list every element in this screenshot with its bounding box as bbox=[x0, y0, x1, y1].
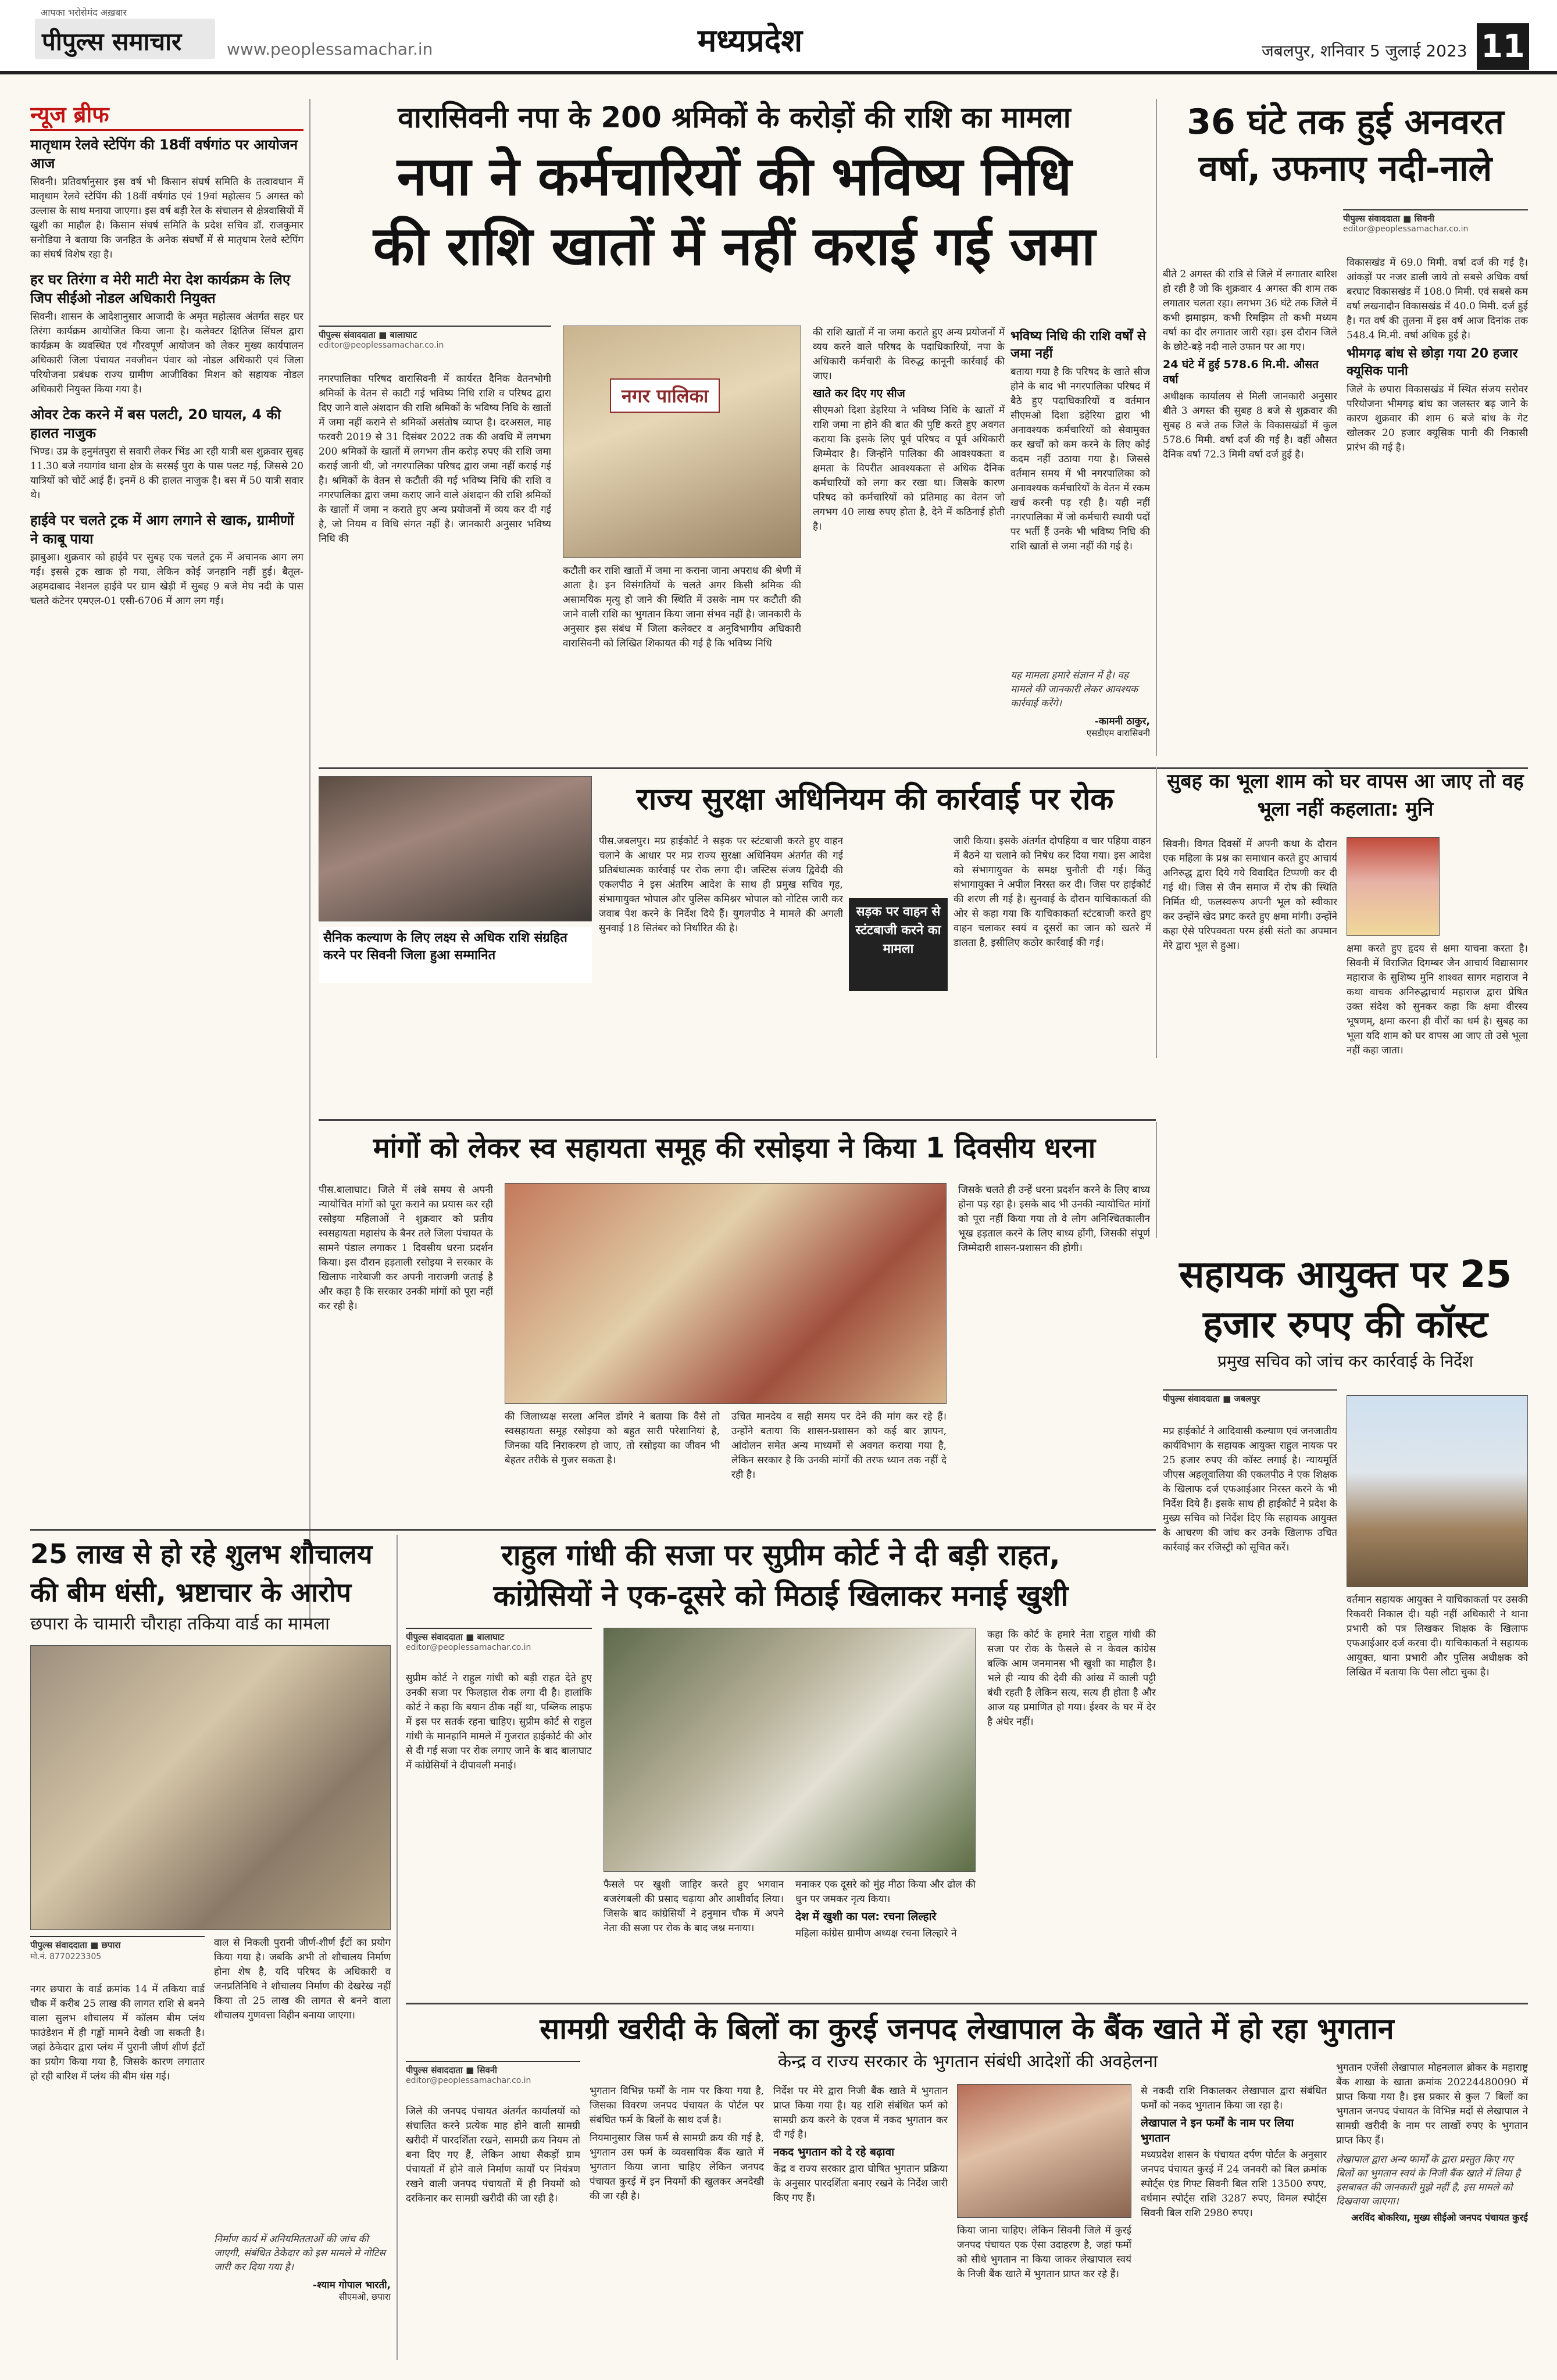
rajya-box bbox=[849, 898, 948, 991]
logo bbox=[35, 19, 215, 59]
byline-text: पीपुल्स संवाददाता ■ छपारा bbox=[30, 1940, 121, 1950]
dharna-col-3: उचित मानदेय व सही समय पर देने की मांग कर रहे हैं। उन्होंने बताया कि शासन-प्रशासन को कई बार ज्ञापन, आंदोलन समेत अन्य माध्यमों से अवगत कराया गया है, लेकिन सरकार है कि उनकी मांगों की तरफ ध्यान तक नहीं दे रही है। bbox=[731, 1411, 947, 1481]
bill-text-b: नियमानुसार जिस फर्म से सामग्री क्रय की गई है, भुगतान उस फर्म के व्यवसायिक बैंक खाते में भुगतान किया जाना चाहिए लेकिन जनपद पंचायत कुरई में इन नियमों की खुलकर अनदेखी की जा रही है। bbox=[590, 2132, 764, 2202]
rajya-box-text: सड़क पर वाहन से स्टंटबाजी करने का मामला bbox=[855, 905, 941, 956]
bill-subhead: केन्द्र व राज्य सरकार के भुगतान संबंधी आदेशों की अवहेलना bbox=[778, 2052, 1158, 2072]
brief-item bbox=[30, 270, 303, 397]
rain-subhead: भीमगढ़ बांध से छोड़ा गया 20 हजार क्यूसिक पानी bbox=[1347, 346, 1518, 378]
rahul-photo bbox=[603, 1628, 976, 1872]
column-divider bbox=[309, 99, 310, 1628]
guru-headline: सुबह का भूला शाम को घर वापस आ जाए तो वह भूला नहीं कहलाता: मुनि bbox=[1167, 770, 1524, 821]
bill-story bbox=[406, 2009, 1528, 2363]
soldier-photo bbox=[319, 776, 592, 921]
rahul-byline bbox=[406, 1628, 592, 1663]
dateline: जबलपुर, शनिवार 5 जुलाई 2023 bbox=[1262, 41, 1467, 60]
rajya-story bbox=[599, 776, 1151, 1113]
brief-item bbox=[30, 511, 303, 609]
byline-email[interactable]: editor@peoplessamachar.co.in bbox=[406, 1643, 531, 1652]
bill-col-6 bbox=[1336, 2061, 1528, 2360]
toilet-subhead: छपारा के चामारी चौराहा तकिया वार्ड का मामला bbox=[30, 1614, 330, 1634]
toilet-headline-2: की बीम धंसी, भ्रष्टाचार के आरोप bbox=[30, 1577, 352, 1608]
section-title: मध्यप्रदेश bbox=[698, 22, 803, 59]
rahul-headline-1: राहुल गांधी की सजा पर सुप्रीम कोर्ट ने दी बड़ी राहत, bbox=[501, 1538, 1060, 1572]
column-divider bbox=[1156, 767, 1157, 1058]
guru-col-2: क्षमा करते हुए हृदय से क्षमा याचना करता है। सिवनी में विराजित दिगम्बर जैन आचार्य विद्यासागर महाराज के सुशिष्य मुनि शाश्वत सागर महाराज ने कथा वाचक अनिरुद्धाचार्य महाराज द्वारा प्रेषित उक्त संदेश को सुनकर कहा कि क्षमा वीरस्य भूषणम्, क्षमा करना ही वीरों का धर्म है। सुबह का भूला यदि शाम को घर वापस आ जाए तो उसे भूला नहीं कहा जाता। bbox=[1347, 943, 1528, 1056]
dharna-story bbox=[319, 1125, 1150, 1520]
lead-headline-1: नपा ने कर्मचारियों की भविष्य निधि bbox=[397, 145, 1072, 208]
rahul-col-3 bbox=[795, 1878, 976, 1994]
logo-text: पीपुल्स समाचार bbox=[42, 27, 182, 56]
commissioner-col-1: मप्र हाईकोर्ट ने आदिवासी कल्याण एवं जनजातीय कार्यविभाग के सहायक आयुक्त राहुल नायक पर 25 हजार रुपए की कॉस्ट लगाई है। न्यायमूर्ति जीएस अहलूवालिया की एकलपीठ ने एक शिक्षक के खिलाफ दर्ज एफआईआर निरस्त करने के भी निर्देश दिये हैं। इसके साथ ही हाईकोर्ट ने प्रदेश के मुख्य सचिव को निर्देश दिए कि सहायक आयुक्त के आचरण की जांच कर उनके खिलाफ उचित कार्रवाई कर रजिस्ट्री को सूचित करें। bbox=[1163, 1425, 1337, 1553]
toilet-quote bbox=[214, 2232, 391, 2354]
commissioner-headline-2: हजार रुपए की कॉस्ट bbox=[1203, 1303, 1488, 1346]
byline-text: पीपुल्स संवाददाता ■ सिवनी bbox=[406, 2065, 498, 2075]
rain-headline-2: वर्षा, उफनाए नदी-नाले bbox=[1198, 148, 1492, 189]
section-divider bbox=[406, 2003, 1528, 2004]
brief-text: झाबुआ। शुक्रवार को हाईवे पर सुबह एक चलते ट्रक में अचानक आग लग गई। इससे ट्रक खाक हो गया, लेकिन कोई जनहानि नहीं हुई। बैतूल-अहमदाबाद नेशनल हाईवे पर ग्राम खेड़ी में सुबह 9 बजे मेघ नदी के पास चलते कंटेनर एमएल-01 एसी-6706 में आग लग गई। bbox=[30, 552, 303, 607]
column-divider bbox=[1156, 1122, 1157, 1238]
soldier-photo-block bbox=[319, 776, 592, 985]
commissioner-col-2: वर्तमान सहायक आयुक्त ने याचिकाकर्ता पर उसकी रिकवरी निकाल दी। यही नहीं अधिकारी ने थाना प्रभारी को पत्र लिखकर शिक्षक के खिलाफ एफआईआर दर्ज करवा दी। याचिकाकर्ता ने सहायक आयुक्त, थाना प्रभारी और पुलिस अधीक्षक को लिखित में बताया कि पैसा लौटा चुका है। bbox=[1347, 1594, 1528, 1678]
news-brief-label: न्यूज ब्रीफ bbox=[30, 99, 303, 131]
rain-text: विकासखंड में 69.0 मिमी. वर्षा दर्ज की गई है। आंकड़ों पर नजर डाली जाये तो सबसे अधिक वर्षा बरघाट विकासखंड में 108.0 मिमी. एवं सबसे कम वर्षा लखनादौन विकासखंड में 40.0 मिमी. दर्ज हुई है। गत वर्ष की तुलना में इस वर्ष आज दिनांक तक 548.4 मि.मी. वर्षा अधिक हुई है। bbox=[1347, 257, 1528, 341]
rain-headline-1: 36 घंटे तक हुई अनवरत bbox=[1187, 102, 1504, 142]
page-number: 11 bbox=[1481, 28, 1525, 65]
rain-text: बीते 2 अगस्त की रात्रि से जिले में लगातार बारिश हो रही है जो कि शुक्रवार 4 अगस्त की शाम तक लगातार चलता रहा। लगभग 36 घंटे तक जिले में कभी झमाझम, कभी रिमझिम तो कभी मध्यम वर्षा का दौर लगातार जारी रहा। इस दौरान जिले के छोटे-बड़े नदी नाले उफान पर आ गए। bbox=[1163, 269, 1337, 353]
dharna-col-2: की जिलाध्यक्ष सरला अनिल डोंगरे ने बताया कि वैसे तो स्वसहायता समूह रसोइया को बहुत सारी परेशानियां है, जिनका यदि निराकरण हो जाए, तो रसोइया का जीवन भी बेहतर तरीके से गुजर सकता है। bbox=[505, 1411, 720, 1466]
bill-text-b: मध्यप्रदेश शासन के पंचायत दर्पण पोर्टल के अनुसार जनपद पंचायत कुरई में 24 जनवरी को बिल क्रमांक स्पोर्ट्स एंड गिफ्ट सिवनी बिल राशि 13500 रुपए, वर्धमान स्पोर्ट्स राशि 3287 रुपए, विमल स्पोर्ट्स सिवनी बिल राशि 2980 रुपए। bbox=[1141, 2149, 1327, 2219]
brief-text: सिवनी। शासन के आदेशानुसार आजादी के अमृत महोत्सव अंतर्गत सहर घर तिरंगा कार्यक्रम आयोजित किया जाना है। कलेक्टर क्षितिज सिंघल द्वारा कार्यक्रम के व्यवस्थित एवं गौरवपूर्ण आयोजन को लेकर मुख्य कार्यपालन अधिकारी जिला पंचायत नवजीवन पंवार को नोडल अधिकारी एवं जिला परियोजना प्रबंधक राज्य ग्रामीण आजीविका मिशन को सहायक नोडल अधिकारी नियुक्त किया गया है। bbox=[30, 311, 303, 395]
rahul-text-b: महिला कांग्रेस ग्रामीण अध्यक्ष रचना लिल्हारे ने bbox=[795, 1928, 957, 1939]
bill-col-2 bbox=[590, 2084, 764, 2360]
lead-col-2: कटौती कर राशि खातों में जमा ना कराना जाना अपराध की श्रेणी में आता है। इन विसंगतियों के चलते अगर किसी श्रमिक की असामयिक मृत्यु हो जाने की स्थिति में उसके नाम पर कटौती की जाने वाली राशि का भुगतान किया जाना संभव नहीं है। जानकारी के अनुसार इस संबंध में जिला कलेक्टर व अनुविभागीय अधिकारी वारासिवनी को लिखित शिकायत की गई है कि भविष्य निधि bbox=[563, 565, 801, 649]
logo-tagline: आपका भरोसेमंद अख़बार bbox=[41, 7, 127, 18]
bill-headline: सामग्री खरीदी के बिलों का कुरई जनपद लेखापाल के बैंक खाते में हो रहा भुगतान bbox=[540, 2012, 1394, 2046]
byline-email[interactable]: editor@peoplessamachar.co.in bbox=[406, 2076, 531, 2085]
bill-byline bbox=[406, 2061, 580, 2096]
section-divider bbox=[30, 1529, 1156, 1531]
rahul-story bbox=[406, 1535, 1156, 2000]
lead-story bbox=[319, 99, 1150, 773]
dharna-col-4: जिसके चलते ही उन्हें धरना प्रदर्शन करने के लिए बाध्य होना पड़ रहा है। इसके बाद भी उनकी न्यायोचित मांगों को पूरा नहीं किया गया तो वे लोग अनिश्चितकालीन भूख हड़ताल करने के लिए बाध्य होंगी, जिसकी संपूर्ण जिम्मेदारी शासन-प्रशासन की होगी। bbox=[958, 1184, 1150, 1254]
toilet-photo bbox=[30, 1645, 391, 1930]
dharna-photo bbox=[505, 1183, 947, 1404]
byline-text: पीपुल्स संवाददाता ■ जबलपुर bbox=[1163, 1393, 1260, 1404]
rain-col-1 bbox=[1163, 267, 1337, 756]
bill-text: से नकदी राशि निकालकर लेखापाल द्वारा संबंधित फर्मों को नकद भुगतान किया जा रहा है। bbox=[1141, 2085, 1327, 2111]
guru-photo bbox=[1347, 837, 1440, 936]
quote-by: -श्याम गोपाल भारती, bbox=[313, 2279, 391, 2291]
masthead bbox=[0, 0, 1557, 74]
brief-title: हाईवे पर चलते ट्रक में आग लगाने से खाक, ग्रामीणों ने काबू पाया bbox=[30, 512, 294, 547]
guru-story bbox=[1163, 767, 1528, 1244]
toilet-story bbox=[30, 1535, 391, 2360]
dharna-headline: मांगों को लेकर स्व सहायता समूह की रसोइया ने किया 1 दिवसीय धरना bbox=[373, 1132, 1096, 1164]
col3-text-b: सीएमओ दिशा डेहरिया ने भविष्य निधि के खातों में राशि जमा ना होने की बात की पुष्टि करते हुए अवगत कराया कि इसके लिए पूर्व परिषद व पूर्व अधिकारी जिम्मेदार है। जिन्होंने पालिका की आवश्यकता व क्षमता के विपरीत आवश्यकता से अधिक दैनिक कर्मचारियों को लगा कर रखा था। जिसके कारण परिषद को कर्मचारियों को प्रतिमाह का वेतन जो लगभग 40 लाख रुपए होता है, देने में कठिनाई होती है। bbox=[813, 405, 1005, 533]
commissioner-byline bbox=[1163, 1389, 1337, 1413]
lead-headline-2: की राशि खातों में नहीं कराई गई जमा bbox=[373, 215, 1095, 277]
commissioner-headline-1: सहायक आयुक्त पर 25 bbox=[1179, 1253, 1512, 1296]
lead-col-1: नगरपालिका परिषद वारासिवनी में कार्यरत दैनिक वेतनभोगी श्रमिकों के वेतन से काटी गई भविष्य निधि राशि व परिषद द्वारा दिए जाने वाले अंशदान की राशि श्रमिकों के भविष्य निधि के खातों में जमा नहीं कराने से श्रमिकों असंतोष व्याप्त है। दरअसल, माह फरवरी 2019 से 31 दिसंबर 2022 तक की अवधि में लगभग 200 श्रमिकों के खातों में लगभग तीन करोड़ रुपए की राशि जमा कराई जानी थी, जो नगरपालिका परिषद द्वारा जमा नहीं कराई गई है। श्रमिकों के वेतन से कटौती की गई भविष्य निधि की राशि व नगरपालिका द्वारा जमा कराए जाने वाले अंशदान की राशि श्रमिकों के खातों में जमा न कराते हुए अन्य प्रयोजनों में व्यय कर दी गई है, जो नियम व विधि संगत नहीं है। जानकारी अनुसार भविष्य निधि की bbox=[319, 373, 551, 545]
rajya-headline: राज्य सुरक्षा अधिनियम की कार्रवाई पर रोक bbox=[636, 782, 1114, 817]
bill-quote: लेखापाल द्वारा अन्य फार्मों के द्वारा प्रस्तुत किए गए बिलों का भुगतान स्वयं के निजी बैंक खाते में लिया है इसबाबत की जानकारी मुझे नहीं है, इस मामले को दिखवाया जाएगा। bbox=[1336, 2154, 1520, 2207]
bill-text: भुगतान एजेंसी लेखापाल मोहनलाल ब्रोकर के महाराष्ट्र बैंक शाखा के खाता क्रमांक 20224480090 में प्राप्त किया गया है। इस प्रकार से कुल 7 बिलों का भुगतान जनपद पंचायत के विभिन्न मदों से लेखापाल ने सामग्री खरीदी के नाम पर लाखों रुपए के भुगतान प्राप्त किए हैं। bbox=[1336, 2062, 1528, 2146]
brief-title: ओवर टेक करने में बस पलटी, 20 घायल, 4 की हालत नाजुक bbox=[30, 406, 281, 441]
photo-sign: नगर पालिका bbox=[610, 378, 720, 413]
lead-byline bbox=[319, 326, 551, 366]
rain-text-b: अधीक्षक कार्यालय से मिली जानकारी अनुसार बीते 3 अगस्त की सुबह 8 बजे से शुक्रवार की सुबह 8 बजे तक जिले के विकासखंडों में कुल 578.6 मिमी. वर्षा दर्ज की गई है। वहीं औसत दैनिक वर्षा 72.3 मिमी वर्षा दर्ज हुई है। bbox=[1163, 391, 1337, 460]
toilet-headline-1: 25 लाख से हो रहे शुलभ शौचालय bbox=[30, 1538, 373, 1570]
rahul-subhead: देश में खुशी का पल: रचना लिल्हारे bbox=[795, 1910, 937, 1923]
toilet-col-1: नगर छपारा के वार्ड क्रमांक 14 में तकिया वार्ड चौक में करीब 25 लाख की लागत राशि से बनने वाला सुलभ शौचालय में कॉलम बीम प्लंथ फाउंडेशन में ही गड्ढों मामने देखी जा सकती है। जहां ठेकेदार द्वारा प्लंथ में पुरानी जीर्ण शीर्ण ईंटों का प्रयोग किया गया है, जिसके कारण लगातार हो रही बारिश में प्लंथ की बीम धंस गई। bbox=[30, 1984, 205, 2082]
rajya-col-1: पीस.जबलपुर। मप्र हाईकोर्ट ने सड़क पर स्टंटबाजी करते हुए वाहन चलाने के आधार पर मप्र राज्य सुरक्षा अधिनियम अंतर्गत की गई प्रतिबंधात्मक कार्रवाई पर रोक लगा दी। जस्टिस संजय द्विवेदी की एकलपीठ ने इस अंतरिम आदेश के साथ ही प्रमुख सचिव गृह, संभागायुक्त भोपाल और पुलिस कमिश्नर भोपाल को नोटिस जारी कर जवाब पेश करने के निर्देश दिये हैं। युगलपीठ ने मामले की अगली सुनवाई 18 सितंबर को निर्धारित की है। bbox=[599, 835, 843, 934]
court-building-photo bbox=[1347, 1395, 1528, 1587]
guru-col-1: सिवनी। विगत दिवसों में अपनी कथा के दौरान एक महिला के प्रश्न का समाधान करते हुए आचार्य अनिरुद्ध द्वारा दिये गये विवादित टिप्पणी कर दी गई थी। जिस से जैन समाज में रोष की स्थिति निर्मित थी, फलस्वरूप अपनी भूल को स्वीकार कर उन्होंने खेद प्रगट करते हुए क्षमा मांगी। उन्होंने कहा ऐसे परिपक्वता परम हंसी संतो का अपमान मेरे द्वारा भूल से हुआ। bbox=[1163, 838, 1337, 952]
commissioner-subhead: प्रमुख सचिव को जांच कर कार्रवाई के निर्देश bbox=[1217, 1352, 1473, 1371]
rahul-col-2: फैसले पर खुशी जाहिर करते हुए भगवान बजरंगबली की प्रसाद चढ़ाया और आशीर्वाद लिया। जिसके बाद कांग्रेसियों ने हनुमान चौक में अपने नेता की सजा पर रोक के बाद जश्न मनाया। bbox=[603, 1879, 784, 1934]
lead-quote bbox=[1010, 669, 1150, 767]
toilet-col-2: वाल से निकली पुरानी जीर्ण-शीर्ण ईंटों का प्रयोग किया गया है। जबकि अभी तो शौचालय निर्माण होना शेष है, यदि परिषद के अधिकारी व जनप्रतिनिधि ने शौचालय निर्माण की देखरेख नहीं किया तो 25 लाख की लागत से बनने वाला शौचालय गुणवत्ता विहीन बनाया जाएगा। bbox=[214, 1937, 391, 2021]
bill-col-3 bbox=[773, 2084, 948, 2360]
rahul-text: मनाकर एक दूसरे को मुंह मीठा किया और ढोल की धुन पर जमकर नृत्य किया। bbox=[795, 1879, 976, 1905]
brief-title: हर घर तिरंगा व मेरी माटी मेरा देश कार्यक्रम के लिए जिप सीईओ नोडल अधिकारी नियुक्त bbox=[30, 271, 291, 306]
rain-subhead: 24 घंटे में हुई 578.6 मि.मी. औसत वर्षा bbox=[1163, 358, 1319, 386]
byline-contact: मो.नं. 8770223305 bbox=[30, 1952, 102, 1961]
rain-text-b: जिले के छपारा विकासखंड में स्थित संजय सरोवर परियोजना भीमगढ़ बांध का जलस्तर बढ़ जाने के कारण शुक्रवार की शाम 6 बजे बांध के गेट खोलकर 20 हजार क्यूसिक पानी की निकासी प्रारंभ की गई है। bbox=[1347, 384, 1528, 453]
quote-by: -कामनी ठाकुर, bbox=[1094, 716, 1150, 727]
quote-role: सीएमओ, छपारा bbox=[338, 2292, 391, 2302]
side-text: बताया गया है कि परिषद के खाते सीज होने के बाद भी नगरपालिका परिषद में बैठे हुए पदाधिकारियों व वर्तमान सीएमओ दिशा डहेरिया द्वारा भी अनावश्यक कर्मचारियों को सेवामुक्त कर खर्चों को कम करने के लिए कोई कदम नहीं उठाया गया है। जिससे वर्तमान समय में भी नगरपालिका को अनावश्यक कर्मचारियों के वेतन में रकम खर्च करनी पड़ रही है। यही नहीं नगरपालिका में जो कर्मचारी स्थायी पदों पर भर्ती हैं उनके भी भविष्य निधि की राशि खातों से जमा नहीं की गई है। bbox=[1010, 366, 1150, 552]
rahul-col-1: सुप्रीम कोर्ट ने राहुल गांधी को बड़ी राहत देते हुए उनकी सजा पर फिलहाल रोक लगा दी है। हालांकि कोर्ट ने कहा कि बयान ठीक नहीं था, पब्लिक लाइफ में इस पर सतर्क रहना चाहिए। सुप्रीम कोर्ट से राहुल गांधी के मानहानि मामले में गुजरात हाईकोर्ट की ओर से दी गई सजा पर रोक लगाए जाने के बाद बालाघाट में कांग्रेसियों ने दीपावली मनाई। bbox=[406, 1673, 592, 1771]
bill-text: भुगतान विभिन्न फर्मों के नाम पर किया गया है, जिसका विवरण जनपद पंचायत के पोर्टल पर संबंधित फर्म के बिलों के साथ दर्ज है। bbox=[590, 2085, 764, 2126]
quote-role: एसडीएम वारासिवनी bbox=[1086, 728, 1150, 738]
byline-text: पीपुल्स संवाददाता ■ बालाघाट bbox=[319, 330, 417, 340]
commissioner-story bbox=[1163, 1250, 1528, 1889]
dharna-col-1: पीस.बालाघाट। जिले में लंबे समय से अपनी न्यायोचित मांगों को पूरा कराने का प्रयास कर रही रसोइया महिलाओं ने शुक्रवार को प्रतीय स्वसहायता महासंघ के बैनर तले जिला पंचायत के सामने पंडाल लगाकर 1 दिवसीय धरना प्रदर्शन किया। इस दौरान हड़ताली रसोइया ने सरकार के खिलाफ नारेबाजी कर अपनी नाराजगी जताई है और कहा है कि सरकार उनकी मांगों को पूरा नहीं कर रही है। bbox=[319, 1184, 493, 1312]
lead-kicker: वारासिवनी नपा के 200 श्रमिकों के करोड़ों की राशि का मामला bbox=[398, 101, 1071, 134]
bill-col-5 bbox=[1141, 2084, 1327, 2360]
byline-text: पीपुल्स संवाददाता ■ सिवनी bbox=[1343, 213, 1435, 224]
bill-text-b: केंद्र व राज्य सरकार द्वारा घोषित भुगतान प्रक्रिया के अनुसार पारदर्शिता बनाए रखने के निर्देश जारी किए गए हैं। bbox=[773, 2163, 948, 2204]
side-head: भविष्य निधि की राशि वर्षों से जमा नहीं bbox=[1010, 329, 1146, 361]
rain-story bbox=[1163, 99, 1528, 756]
brief-title: मातृधाम रेलवे स्टेपिंग की 18वीं वर्षगांठ पर आयोजन आज bbox=[30, 137, 298, 171]
site-url[interactable]: www.peoplessamachar.in bbox=[227, 40, 433, 59]
bill-quote-by: अरविंद बोकरिया, मुख्य सीईओ जनपद पंचायत कुरई bbox=[1351, 2212, 1528, 2223]
brief-item bbox=[30, 405, 303, 503]
toilet-byline bbox=[30, 1936, 205, 1971]
soldier-caption: सैनिक कल्याण के लिए लक्ष्य से अधिक राशि संग्रहित करने पर सिवनी जिला हुआ सम्मानित bbox=[319, 927, 592, 983]
bill-subhead-inline: लेखापाल ने इन फर्मों के नाम पर लिया भुगतान bbox=[1141, 2117, 1294, 2145]
byline-email[interactable]: editor@peoplessamachar.co.in bbox=[319, 341, 444, 350]
brief-item bbox=[30, 135, 303, 262]
bill-subhead-inline: नकद भुगतान को दे रहे बढ़ावा bbox=[773, 2146, 895, 2159]
brief-text: भिण्ड। उप्र के हनुमंतपुरा से सवारी लेकर भिंड आ रही यात्री बस शुक्रवार सुबह 11.30 बजे नयागांव थाना क्षेत्र के सरसई पुरा के पास पलट गई, जिससे 20 यात्रियों को चोटें आई हैं। इनमें 8 की हालत नाजुक है। बस में 50 यात्री सवार थे। bbox=[30, 446, 303, 501]
rahul-col-4: कहा कि कोर्ट के हमारे नेता राहुल गांधी की सजा पर रोक के फैसले से न केवल कांग्रेस बल्कि आम जनमानस भी खुशी का माहौल है। भले ही न्याय की देवी की आंख में काली पट्टी बंधी रहती है लेकिन सत्य, सत्य ही होता है और आज यह प्रमाणित हो गया। ईश्वर के घर में देर है अंधेर नहीं। bbox=[987, 1629, 1156, 1728]
column-divider bbox=[1156, 99, 1157, 756]
rain-byline bbox=[1343, 209, 1528, 244]
byline-text: पीपुल्स संवाददाता ■ बालाघाट bbox=[406, 1632, 505, 1642]
column-divider bbox=[397, 1535, 398, 2360]
bill-col-4: किया जाना चाहिए। लेकिन सिवनी जिले में कुरई जनपद पंचायत एक ऐसा उदाहरण है, जहां फर्मों को सीधे भुगतान ना किया जाकर लेखापाल स्वयं के निजी बैंक खाते में भुगतान प्राप्त कर रहे हैं। bbox=[957, 2225, 1131, 2280]
brief-text: सिवनी। प्रतिवर्षानुसार इस वर्ष भी किसान संघर्ष समिति के तत्वावधान में मातृधाम रेलवे स्टेपिंग की 18वीं वर्षगांठ एवं 19वां महोत्सव 5 अगस्त को उल्लास के साथ मनाया जाएगा। इस वर्ष बड़ी रेल के संचालन से क्षेत्रवासियों में खुशी का माहौल है। किसान संघर्ष समिति के प्रदेश सचिव डॉ. राजकुमार सनोडिया ने बताया कि जनहित के अनेक संघर्षों में से मातृधाम रेलवे स्टेपिंग का संघर्ष विशेष रहा है। bbox=[30, 176, 303, 260]
bill-photo bbox=[957, 2084, 1131, 2218]
rahul-headline-2: कांग्रेसियों ने एक-दूसरे को मिठाई खिलाकर मनाई खुशी bbox=[493, 1579, 1069, 1613]
lead-photo-nagarpalika bbox=[563, 326, 801, 558]
rain-col-2 bbox=[1347, 256, 1528, 756]
section-divider bbox=[319, 1119, 1156, 1121]
col3-text: की राशि खातों में ना जमा कराते हुए अन्य प्रयोजनों में व्यय करने वाले परिषद के पदाधिकारियों, नपा के अधिकारी कर्मचारी के विरुद्ध कानूनी कार्रवाई की जाए। bbox=[813, 327, 1005, 382]
quote-text: यह मामला हमारे संज्ञान में है। वह मामले की जानकारी लेकर आवश्यक कार्रवाई करेंगे। bbox=[1010, 670, 1138, 709]
rajya-col-2: जारी किया। इसके अंतर्गत दोपहिया व चार पहिया वाहन में बैठने या चलाने को निषेध कर दिया गया। इस आदेश को संभागायुक्त के समक्ष चुनौती दी गई। किंतु संभागायुक्त ने अपील निरस्त कर दी। जिस पर हाईकोर्ट की शरण ली गई है। सुनवाई के दौरान याचिकाकर्ता की ओर से कहा गया कि याचिकाकर्ता स्टंटबाजी करते हुए वाहन चलाकर स्वयं व दूसरों का जान को खतरे में डालता है, इसीलिए कठोर कार्रवाई की गई। bbox=[954, 835, 1151, 949]
col3-subhead: खाते कर दिए गए सीज bbox=[813, 387, 905, 400]
bill-col-1: जिले की जनपद पंचायत अंतर्गत कार्यालयों को संचालित करने प्रत्येक माह होने वाली सामग्री खरीदी में पारदर्शिता रखने, सामग्री क्रय नियम तो बना दिए गए हैं, लेकिन आधा सैकड़ों ग्राम पंचायतों में होने वाले निर्माण कार्यों पर नियंत्रण रखने वाली जनपद पंचायतों में ही नियमों को दरकिनार कर सामग्री खरीदी की जा रही है। bbox=[406, 2106, 580, 2204]
lead-col-3 bbox=[813, 326, 1005, 767]
bill-text: निर्देश पर मेरे द्वारा निजी बैंक खाते में भुगतान प्राप्त किया गया है। यह राशि संबंधित फर्म को सामग्री क्रय करने के एवज में नकद भुगतान कर दी गई है। bbox=[773, 2085, 948, 2140]
page-number-badge bbox=[1477, 23, 1529, 70]
quote-text: निर्माण कार्य में अनियमितताओं की जांच की जाएगी, संबंधित ठेकेदार को इस मामले मे नोटिस जारी कर दिया गया है। bbox=[214, 2234, 385, 2273]
byline-email[interactable]: editor@peoplessamachar.co.in bbox=[1343, 224, 1469, 234]
